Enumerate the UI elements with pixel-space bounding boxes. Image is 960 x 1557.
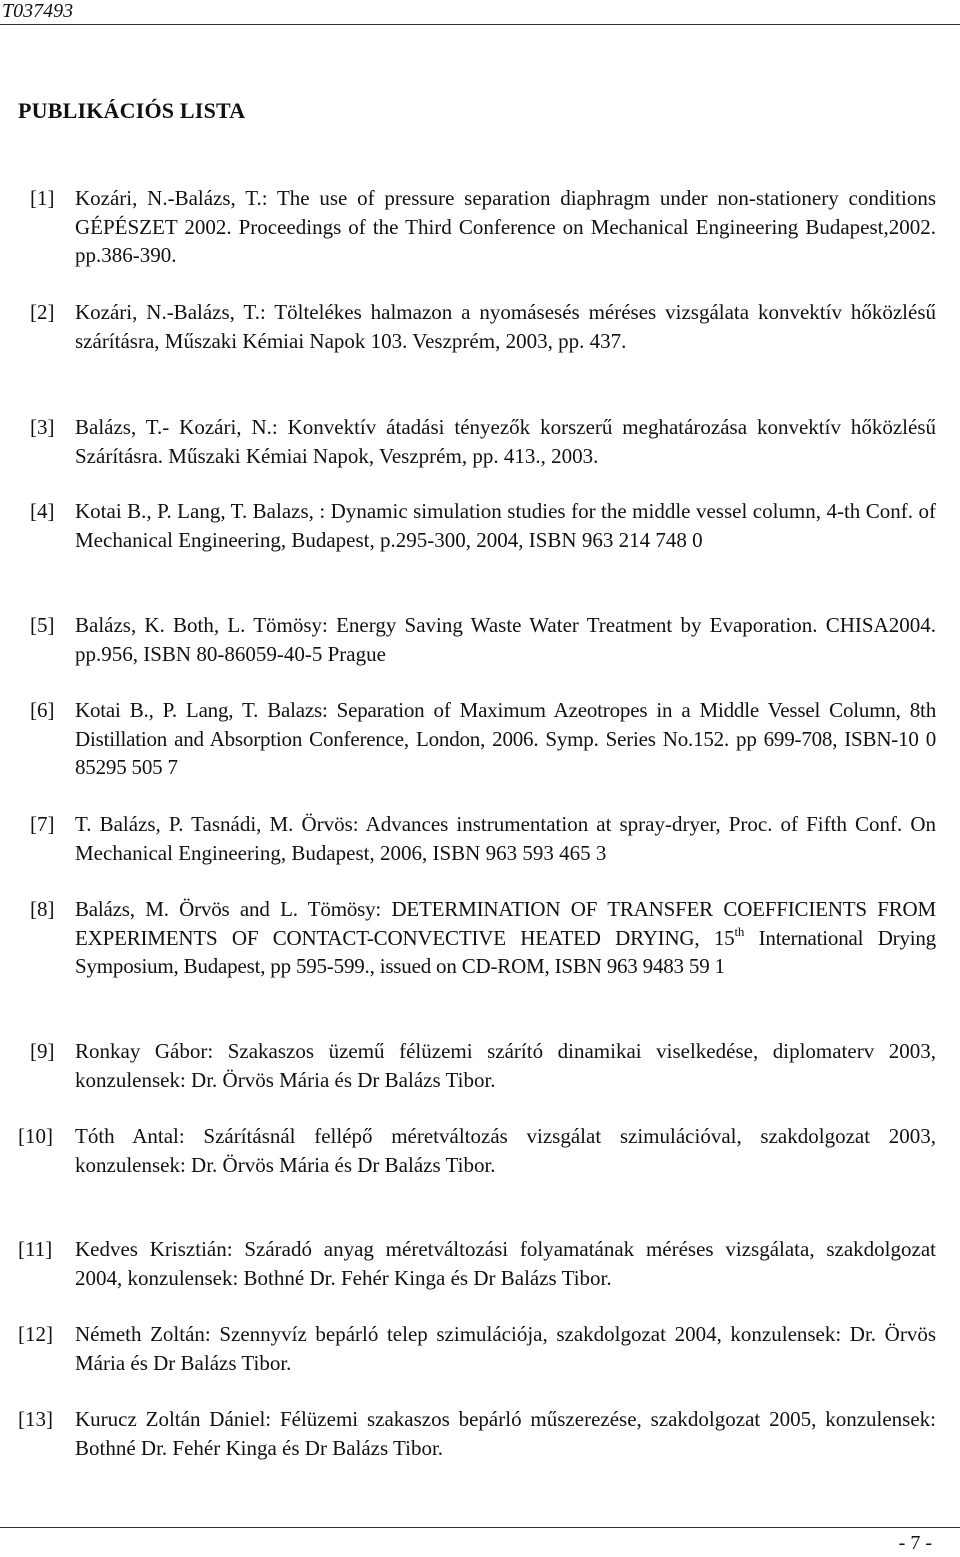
document-id: T037493 (2, 0, 74, 22)
reference-item-5 (30, 611, 936, 668)
reference-number: [6] (30, 698, 55, 722)
reference-item-13 (18, 1405, 936, 1462)
page-title: PUBLIKÁCIÓS LISTA (18, 98, 246, 123)
reference-item-9 (30, 1037, 936, 1094)
reference-number: [12] (18, 1322, 53, 1346)
ordinal-superscript: th (734, 923, 745, 939)
reference-number: [9] (30, 1039, 55, 1063)
reference-number: [13] (18, 1407, 53, 1431)
reference-text: Németh Zoltán: Szennyvíz bepárló telep szimulációja, szakdolgozat 2004, konzulensek: Dr. Örvös Mária és Dr Balázs Tibor. (75, 1322, 936, 1375)
reference-item-10 (18, 1122, 936, 1179)
header-divider (0, 24, 960, 25)
reference-text: Ronkay Gábor: Szakaszos üzemű félüzemi szárító dinamikai viselkedése, diplomaterv 2003, konzulensek: Dr. Örvös Mária és Dr Balázs Tibor. (75, 1039, 936, 1092)
reference-text: Kotai B., P. Lang, T. Balazs, : Dynamic simulation studies for the middle vessel column, 4-th Conf. of Mechanical Engineering, Budapest, p.295-300, 2004, ISBN 963 214 748 0 (75, 499, 936, 552)
reference-number: [10] (18, 1124, 53, 1148)
reference-text-part: International Drying Symposium, Budapest, pp 595-599., issued on CD-ROM, ISBN 963 9483 59 1 (75, 925, 936, 978)
page-number: - 7 - (898, 1532, 932, 1554)
reference-item-8 (30, 895, 936, 981)
reference-text: Kedves Krisztián: Száradó anyag méretváltozási folyamatának méréses vizsgálata, szakdolgozat 2004, konzulensek: Bothné Dr. Fehér Kinga és Dr Balázs Tibor. (75, 1237, 936, 1290)
reference-item-4 (30, 497, 936, 554)
reference-number: [11] (18, 1237, 53, 1261)
reference-text: Kurucz Zoltán Dániel: Félüzemi szakaszos bepárló műszerezése, szakdolgozat 2005, konzulensek: Bothné Dr. Fehér Kinga és Dr Balázs Tibor. (75, 1407, 936, 1460)
reference-number: [8] (30, 897, 55, 921)
reference-number: [7] (30, 812, 55, 836)
footer-divider (0, 1527, 960, 1528)
reference-text: Tóth Antal: Szárításnál fellépő méretváltozás vizsgálat szimulációval, szakdolgozat 2003, konzulensek: Dr. Örvös Mária és Dr Balázs Tibor. (75, 1124, 936, 1177)
reference-item-3 (30, 413, 936, 470)
reference-number: [1] (30, 186, 55, 210)
reference-text: T. Balázs, P. Tasnádi, M. Örvös: Advances instrumentation at spray-dryer, Proc. of Fifth Conf. On Mechanical Engineering, Budapest, 2006, ISBN 963 593 465 3 (75, 812, 936, 865)
reference-item-12 (18, 1320, 936, 1377)
reference-text-part: Balázs, M. Örvös and L. Tömösy: DETERMINATION OF TRANSFER COEFFICIENTS FROM EXPERIMENTS OF CONTACT-CONVECTIVE HEATED DRYING, 15 (75, 897, 936, 950)
reference-text (75, 895, 936, 981)
reference-item-6 (30, 696, 936, 782)
reference-text: Kotai B., P. Lang, T. Balazs: Separation of Maximum Azeotropes in a Middle Vessel Column, 8th Distillation and Absorption Conference, London, 2006. Symp. Series No.152. pp 699-708, ISBN-10 0 85295 505 7 (75, 698, 936, 779)
reference-item-11 (18, 1235, 936, 1292)
reference-text: Balázs, T.- Kozári, N.: Konvektív átadási tényezők korszerű meghatározása konvektív hőközlésű Szárításra. Műszaki Kémiai Napok, Veszprém, pp. 413., 2003. (75, 415, 936, 468)
reference-item-1 (30, 184, 936, 270)
reference-number: [3] (30, 415, 55, 439)
reference-text: Balázs, K. Both, L. Tömösy: Energy Saving Waste Water Treatment by Evaporation. CHISA2004. pp.956, ISBN 80-86059-40-5 Prague (75, 613, 936, 666)
reference-item-7 (30, 810, 936, 867)
reference-number: [4] (30, 499, 55, 523)
reference-number: [2] (30, 300, 55, 324)
reference-number: [5] (30, 613, 55, 637)
reference-text: Kozári, N.-Balázs, T.: The use of pressure separation diaphragm under non-stationery conditions GÉPÉSZET 2002. Proceedings of the Third Conference on Mechanical Engineering Budapest,2002. pp.386-390. (75, 186, 936, 267)
reference-text: Kozári, N.-Balázs, T.: Töltelékes halmazon a nyomásesés méréses vizsgálata konvektív hőközlésű szárításra, Műszaki Kémiai Napok 103. Veszprém, 2003, pp. 437. (75, 300, 936, 353)
reference-item-2 (30, 298, 936, 355)
